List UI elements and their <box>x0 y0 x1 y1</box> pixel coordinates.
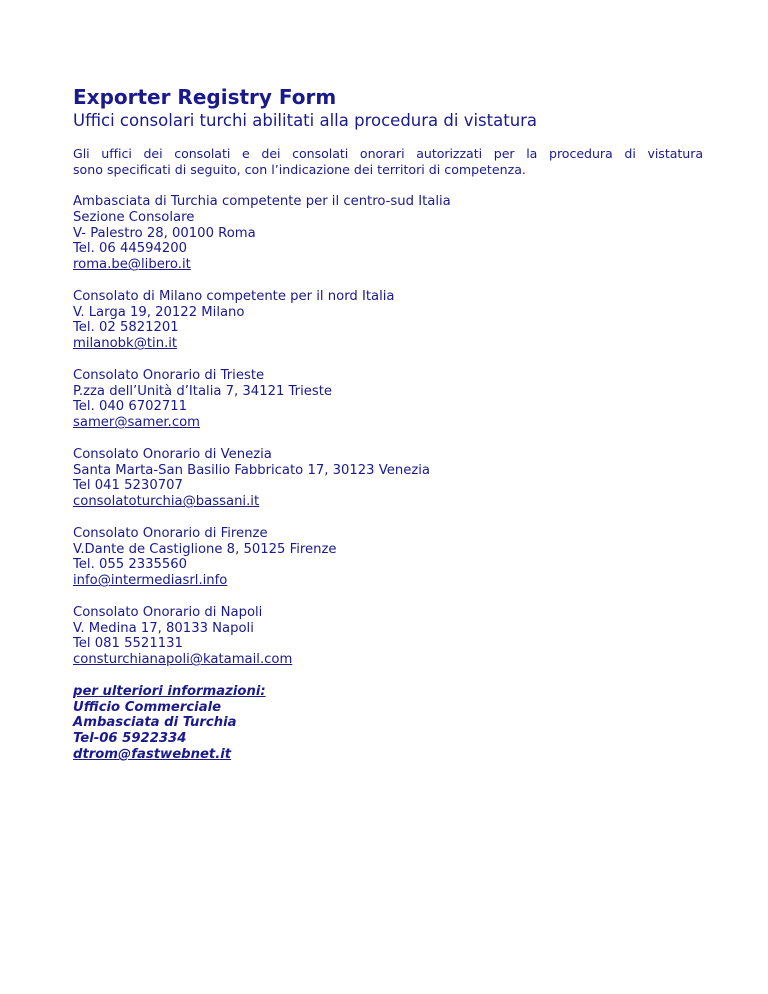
office-address: V. Larga 19, 20122 Milano <box>73 304 245 320</box>
document-page <box>73 84 703 763</box>
office-trieste <box>73 368 703 431</box>
office-email-link[interactable]: samer@samer.com <box>73 415 200 431</box>
office-roma <box>73 194 703 273</box>
office-address: V- Palestro 28, 00100 Roma <box>73 225 256 241</box>
office-name: Consolato Onorario di Trieste <box>73 367 265 383</box>
office-email-link[interactable]: consolatoturchia@bassani.it <box>73 494 260 510</box>
intro-line-1: Gli uffici dei consolati e dei consolati onorari autorizzati per la procedura di vistatura <box>73 146 703 161</box>
contact-org: Ambasciata di Turchia <box>73 715 237 731</box>
office-name: Consolato di Milano competente per il nord Italia <box>73 288 395 304</box>
office-phone: Tel 081 5521131 <box>73 636 183 652</box>
office-email-link[interactable]: consturchianapoli@katamail.com <box>73 652 293 668</box>
office-phone: Tel 041 5230707 <box>73 478 183 494</box>
office-milano <box>73 289 703 352</box>
office-phone: Tel. 055 2335560 <box>73 557 188 573</box>
contact-heading: per ulteriori informazioni: <box>73 683 266 699</box>
contact-email-link[interactable]: dtrom@fastwebnet.it <box>73 746 232 762</box>
office-name: Consolato Onorario di Firenze <box>73 525 268 541</box>
office-section: Sezione Consolare <box>73 209 195 225</box>
office-name: Consolato Onorario di Venezia <box>73 446 272 462</box>
document-subtitle: Uffici consolari turchi abilitati alla procedura di vistatura <box>73 111 538 130</box>
office-email-link[interactable]: info@intermediasrl.info <box>73 573 228 589</box>
intro-line-2: sono specificati di seguito, con l’indicazione dei territori di competenza. <box>73 162 526 177</box>
intro-paragraph <box>73 146 703 178</box>
contact-office: Ufficio Commerciale <box>73 699 222 715</box>
contact-phone: Tel-06 5922334 <box>73 731 187 747</box>
office-address: P.zza dell’Unità d’Italia 7, 34121 Trieste <box>73 383 333 399</box>
office-address: V. Medina 17, 80133 Napoli <box>73 620 254 636</box>
office-phone: Tel. 06 44594200 <box>73 241 188 257</box>
office-napoli <box>73 605 703 668</box>
office-phone: Tel. 040 6702711 <box>73 399 188 415</box>
office-phone: Tel. 02 5821201 <box>73 320 179 336</box>
document-title: Exporter Registry Form <box>73 85 337 109</box>
office-name: Ambasciata di Turchia competente per il centro-sud Italia <box>73 194 451 209</box>
office-venezia <box>73 447 703 510</box>
office-firenze <box>73 526 703 589</box>
office-email-link[interactable]: milanobk@tin.it <box>73 336 178 352</box>
office-address: Santa Marta-San Basilio Fabbricato 17, 30123 Venezia <box>73 462 431 478</box>
contact-block <box>73 684 703 763</box>
office-address: V.Dante de Castiglione 8, 50125 Firenze <box>73 541 337 557</box>
office-name: Consolato Onorario di Napoli <box>73 604 263 620</box>
office-email-link[interactable]: roma.be@libero.it <box>73 257 191 273</box>
